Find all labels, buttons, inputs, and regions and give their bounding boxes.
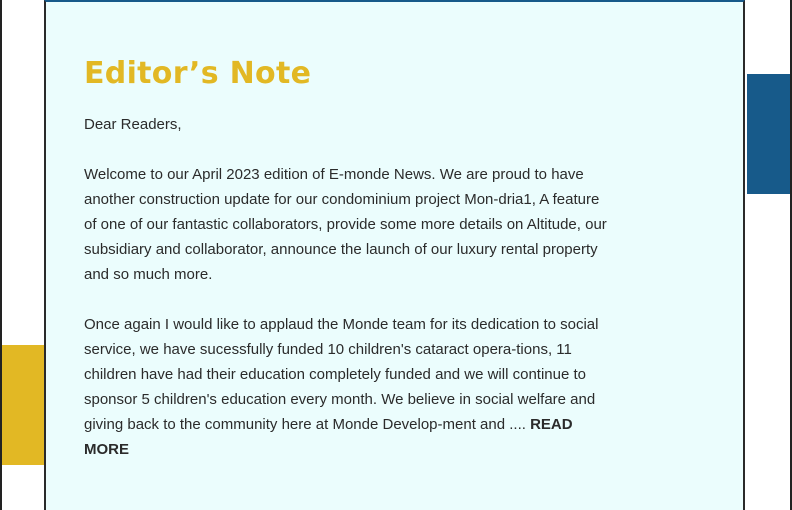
paragraph-intro: Welcome to our April 2023 edition of E-monde News. We are proud to have another construction update for our condominium project Mon-dria1, A feature of one of our fantastic collaborators, provide some more details on Altitude, our subsidiary and collaborator, announce the launch of our luxury rental property and so much more. [84,166,607,283]
yellow-accent-block [2,345,45,465]
editors-note-title: Editor’s Note [84,56,312,91]
paragraph-social-service-text: Once again I would like to applaud the Monde team for its dedication to social service, we have sucessfully funded 10 children's cataract opera-tions, 11 children have had their education completely funded and we will continue to sponsor 5 children's education every month. We believe in social welfare and giving back to the community here at Monde Develop-ment and .... [84,316,599,433]
editors-note-card [44,0,745,510]
read-more-link[interactable]: READ MORE [84,416,573,458]
editors-note-body [84,112,612,487]
blue-accent-block [747,74,790,194]
greeting: Dear Readers, [84,116,182,133]
paragraph-social-service [84,312,612,462]
